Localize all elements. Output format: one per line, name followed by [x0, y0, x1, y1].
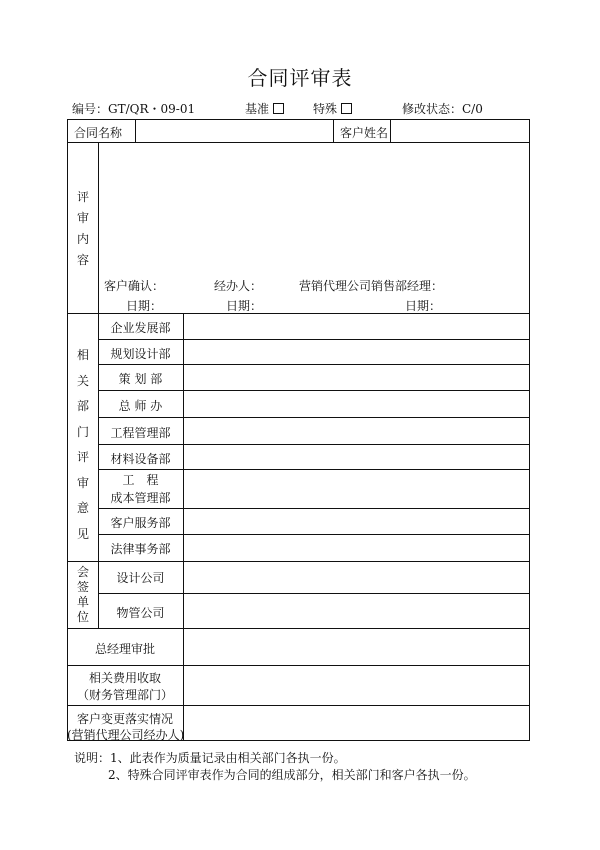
- row-divider: [98, 534, 530, 535]
- contract-name-field[interactable]: [137, 121, 331, 140]
- basis-checkbox[interactable]: [273, 103, 284, 114]
- handler-label: 经办人：: [214, 279, 263, 293]
- signing-field[interactable]: [185, 563, 528, 591]
- opinion-field[interactable]: [185, 510, 528, 532]
- dept-marketing-planning: 策 划 部: [118, 372, 163, 386]
- customer-date-label: 日期：: [126, 299, 163, 313]
- dept-engineering-management: 工程管理部: [110, 426, 171, 440]
- manager-date-label: 日期：: [405, 299, 442, 313]
- row-divider: [98, 390, 530, 391]
- signing-field[interactable]: [185, 595, 528, 626]
- opinion-field[interactable]: [185, 446, 528, 467]
- signing-property-management: 物管公司: [116, 606, 165, 620]
- dept-chief-engineer-office: 总 师 办: [118, 399, 163, 413]
- changes-label-line2: (营销代理公司经办人): [67, 728, 185, 742]
- row-divider: [67, 628, 530, 629]
- contract-name-label: 合同名称: [74, 126, 123, 140]
- changes-label-line1: 客户变更落实情况: [76, 712, 173, 726]
- opinion-field[interactable]: [185, 315, 528, 337]
- revision-status: 修改状态：C/0: [402, 102, 483, 116]
- form-title: 合同评审表: [247, 66, 353, 90]
- dept-customer-service: 客户服务部: [110, 516, 171, 530]
- review-content-area[interactable]: [100, 144, 528, 274]
- fees-label-line1: 相关费用收取: [88, 671, 161, 685]
- dept-planning-design: 规划设计部: [110, 347, 171, 361]
- dept-engineering-cost-line1: 工 程: [122, 473, 159, 487]
- col-divider: [390, 119, 391, 142]
- opinion-field[interactable]: [185, 471, 528, 506]
- dept-legal-affairs: 法律事务部: [110, 542, 171, 556]
- col-divider: [135, 119, 136, 142]
- row-divider: [67, 705, 530, 706]
- dept-engineering-cost-line2: 成本管理部: [110, 491, 171, 505]
- col-divider: [183, 313, 184, 741]
- opinion-field[interactable]: [185, 341, 528, 362]
- customer-name-field[interactable]: [392, 121, 528, 140]
- customer-confirm-label: 客户确认：: [104, 279, 165, 293]
- row-divider: [67, 142, 530, 143]
- changes-field[interactable]: [185, 707, 528, 739]
- note-line-1: 说明：1、此表作为质量记录由相关部门各执一份。: [74, 751, 346, 765]
- opinion-field[interactable]: [185, 536, 528, 559]
- special-label: 特殊: [313, 102, 338, 116]
- note-line-2: 2、特殊合同评审表作为合同的组成部分，相关部门和客户各执一份。: [108, 768, 476, 782]
- basis-option[interactable]: [245, 100, 284, 117]
- row-divider: [98, 508, 530, 509]
- row-divider: [98, 469, 530, 470]
- basis-label: 基准: [245, 102, 270, 116]
- special-option[interactable]: [313, 100, 352, 117]
- row-divider: [98, 444, 530, 445]
- dept-materials-equipment: 材料设备部: [110, 452, 171, 466]
- gm-approval-label: 总经理审批: [94, 642, 155, 656]
- special-checkbox[interactable]: [341, 103, 352, 114]
- opinion-field[interactable]: [185, 392, 528, 415]
- opinion-field[interactable]: [185, 366, 528, 388]
- signing-design-company: 设计公司: [116, 571, 165, 585]
- fees-label-line2: （财务管理部门）: [76, 688, 173, 702]
- row-divider: [98, 417, 530, 418]
- sales-manager-label: 营销代理公司销售部经理：: [299, 279, 444, 293]
- customer-name-label: 客户姓名: [340, 126, 389, 140]
- form-code: 编号：GT/QR・09-01: [72, 102, 196, 116]
- row-divider: [98, 339, 530, 340]
- opinion-field[interactable]: [185, 419, 528, 442]
- row-divider: [98, 364, 530, 365]
- col-divider: [333, 119, 334, 142]
- row-divider: [98, 593, 530, 594]
- handler-date-label: 日期：: [226, 299, 263, 313]
- row-divider: [67, 665, 530, 666]
- row-divider: [67, 561, 530, 562]
- departments-group-label: 相关部门评审意见: [76, 348, 89, 541]
- gm-approval-field[interactable]: [185, 630, 528, 663]
- dept-enterprise-development: 企业发展部: [110, 321, 171, 335]
- review-content-label: 评审内容: [76, 190, 89, 267]
- signing-units-label: 会签单位: [76, 565, 89, 624]
- fees-field[interactable]: [185, 667, 528, 703]
